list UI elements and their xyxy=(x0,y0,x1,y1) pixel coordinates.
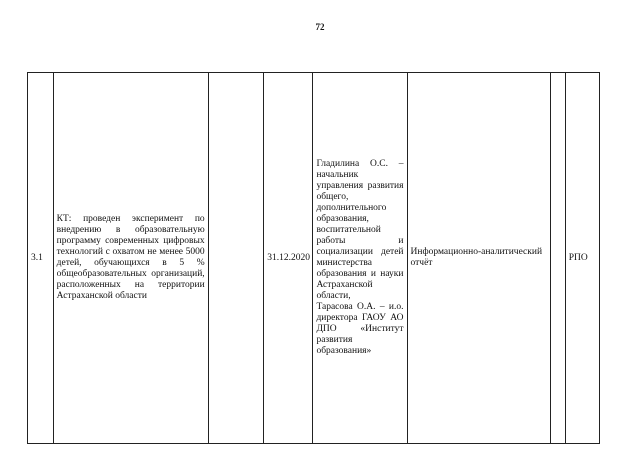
empty-cell xyxy=(208,73,264,444)
responsible-person-1: Гладилина О.С. – начальник управления развития общего, дополнительного образования, воспитательной работы и социализации детей министерства образования и науки Астраханской области, xyxy=(316,159,404,301)
plan-table xyxy=(27,72,600,444)
page-number: 72 xyxy=(315,22,325,32)
deadline-date: 31.12.2020 xyxy=(264,73,313,444)
empty-cell xyxy=(550,73,565,444)
control-level: РПО xyxy=(565,73,599,444)
row-number: 3.1 xyxy=(28,73,54,444)
result-document: Информационно-аналитический отчёт xyxy=(407,73,550,444)
table-row xyxy=(28,73,600,444)
responsible-person-2: Тарасова О.А. – и.о. директора ГАОУ АО ДПО «Институт развития образования» xyxy=(316,302,404,356)
responsible-persons xyxy=(313,73,407,444)
checkpoint-description: КТ: проведен эксперимент по внедрению в образовательную программу современных цифровых технологий с охватом не менее 5000 детей, обучающихся в 5 % общеобразовательных организаций, расположенных на территории Астраханской области xyxy=(53,73,208,444)
